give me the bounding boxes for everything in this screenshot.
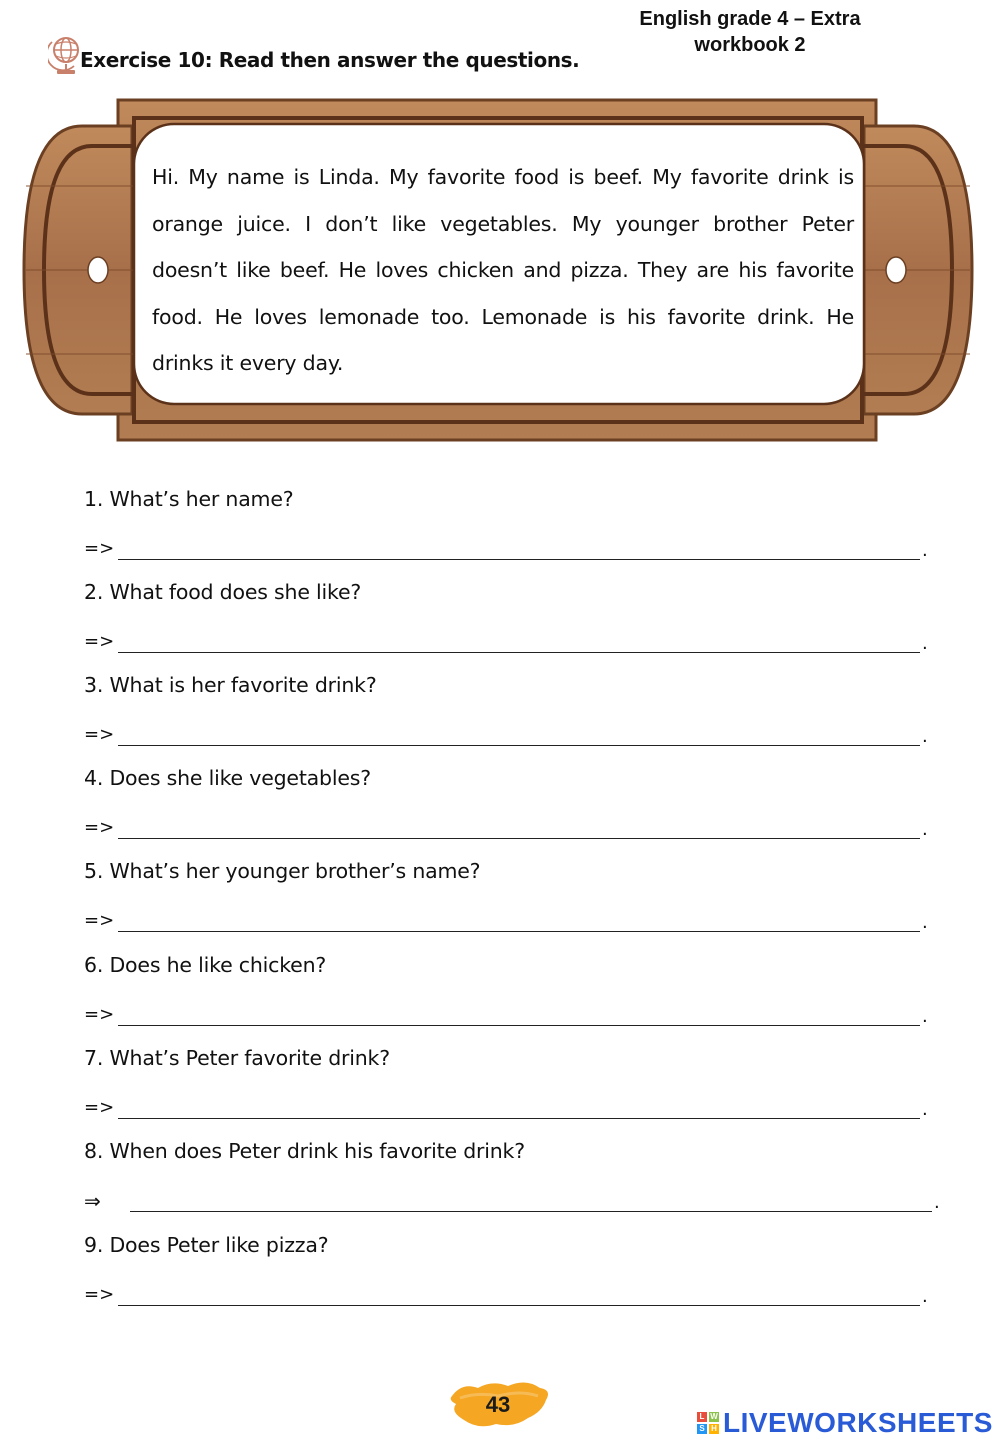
book-title-line1: English grade 4 – Extra — [639, 8, 861, 30]
liveworksheets-logo[interactable] — [697, 1406, 993, 1440]
answer-blank[interactable] — [118, 931, 920, 932]
question-block-9 — [84, 1231, 944, 1309]
answer-period: . — [922, 540, 928, 561]
question-block-8 — [84, 1137, 944, 1215]
answer-arrow: => — [84, 1097, 115, 1118]
exercise-title: Exercise 10: Read then answer the questions. — [80, 48, 580, 72]
answer-blank[interactable] — [130, 1211, 932, 1212]
question-4: 4. Does she like vegetables? — [84, 766, 371, 790]
answer-arrow: => — [84, 817, 115, 838]
question-2: 2. What food does she like? — [84, 580, 362, 604]
answer-line-7[interactable] — [84, 1094, 944, 1122]
liveworksheets-logo-text: LIVEWORKSHEETS — [723, 1407, 993, 1438]
answer-arrow: => — [84, 910, 115, 931]
answer-line-2[interactable] — [84, 628, 944, 656]
answer-arrow: => — [84, 1284, 115, 1305]
answer-line-8[interactable] — [84, 1187, 944, 1215]
book-title — [600, 6, 900, 58]
answer-period: . — [934, 1192, 940, 1213]
answer-arrow: => — [84, 724, 115, 745]
question-block-3 — [84, 671, 944, 749]
question-1: 1. What’s her name? — [84, 487, 294, 511]
question-8: 8. When does Peter drink his favorite drink? — [84, 1139, 525, 1163]
answer-blank[interactable] — [118, 1305, 920, 1306]
book-title-line2: workbook 2 — [694, 34, 806, 56]
answer-period: . — [922, 1006, 928, 1027]
reading-passage: Hi. My name is Linda. My favorite food is beef. My favorite drink is orange juice. I don’t like vegetables. My younger brother Peter doesn’t like beef. He loves chicken and pizza. They are his favorite food. He loves lemonade too. Lemonade is his favorite drink. He drinks it every day. — [152, 165, 854, 375]
question-3: 3. What is her favorite drink? — [84, 673, 377, 697]
question-block-5 — [84, 857, 944, 935]
globe-icon — [48, 34, 84, 76]
answer-period: . — [922, 1286, 928, 1307]
answer-line-3[interactable] — [84, 721, 944, 749]
question-block-4 — [84, 764, 944, 842]
answer-line-4[interactable] — [84, 814, 944, 842]
question-block-1 — [84, 485, 944, 563]
question-block-7 — [84, 1044, 944, 1122]
answer-blank[interactable] — [118, 1118, 920, 1119]
question-6: 6. Does he like chicken? — [84, 953, 327, 977]
answer-arrow: => — [84, 1004, 115, 1025]
answer-blank[interactable] — [118, 652, 920, 653]
answer-line-1[interactable] — [84, 535, 944, 563]
answer-arrow: => — [84, 631, 115, 652]
page-number: 43 — [485, 1392, 511, 1417]
question-5: 5. What’s her younger brother’s name? — [84, 859, 481, 883]
answer-period: . — [922, 819, 928, 840]
question-9: 9. Does Peter like pizza? — [84, 1233, 329, 1257]
liveworksheets-logo-icon: L W S H — [697, 1412, 719, 1434]
answer-period: . — [922, 1099, 928, 1120]
question-block-6 — [84, 951, 944, 1029]
answer-blank[interactable] — [118, 745, 920, 746]
answer-blank[interactable] — [118, 559, 920, 560]
answer-period: . — [922, 726, 928, 747]
question-block-2 — [84, 578, 944, 656]
answer-line-5[interactable] — [84, 907, 944, 935]
answer-arrow: => — [84, 538, 115, 559]
answer-blank[interactable] — [118, 1025, 920, 1026]
answer-period: . — [922, 633, 928, 654]
answer-arrow: ⇒ — [84, 1189, 101, 1213]
question-7: 7. What’s Peter favorite drink? — [84, 1046, 390, 1070]
answer-line-9[interactable] — [84, 1281, 944, 1309]
answer-period: . — [922, 912, 928, 933]
answer-line-6[interactable] — [84, 1001, 944, 1029]
answer-blank[interactable] — [118, 838, 920, 839]
